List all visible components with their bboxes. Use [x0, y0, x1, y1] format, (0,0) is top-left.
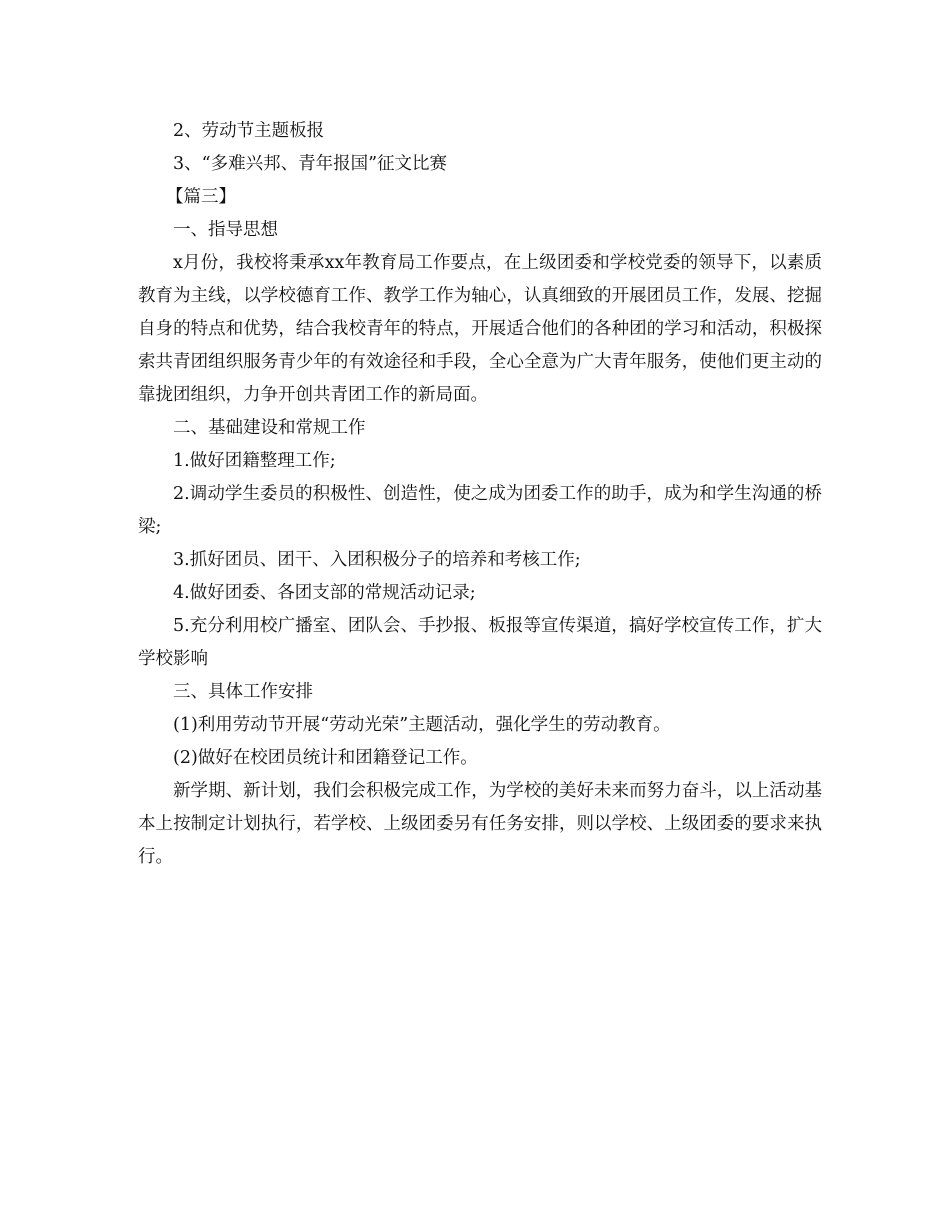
arrangement-item-1: (1)利用劳动节开展“劳动光荣”主题活动，强化学生的劳动教育。 — [173, 715, 671, 735]
list-item-2: 2.调动学生委员的积极性、创造性，使之成为团委工作的助手，成为和学生沟通的桥梁; — [138, 484, 822, 537]
heading-specific-arrangements: 三、具体工作安排 — [173, 682, 313, 702]
list-item-3: 3.抓好团员、团干、入团积极分子的培养和考核工作; — [173, 550, 581, 570]
list-item-4: 4.做好团委、各团支部的常规活动记录; — [173, 583, 476, 603]
arrangement-item-2: (2)做好在校团员统计和团籍登记工作。 — [173, 748, 478, 768]
section-heading-part-three: 【篇三】 — [166, 187, 236, 207]
list-item-5: 5.充分利用校广播室、团队会、手抄报、板报等宣传渠道，搞好学校宣传工作，扩大学校影响 — [138, 616, 822, 669]
document-body — [138, 115, 822, 874]
heading-basic-construction: 二、基础建设和常规工作 — [173, 418, 366, 438]
list-item-essay-contest: 3、“多难兴邦、青年报国”征文比赛 — [173, 154, 448, 174]
paragraph-conclusion: 新学期、新计划，我们会积极完成工作，为学校的美好未来而努力奋斗，以上活动基本上按制定计划执行，若学校、上级团委另有任务安排，则以学校、上级团委的要求来执行。 — [138, 781, 822, 867]
list-item-blackboard: 2、劳动节主题板报 — [173, 121, 325, 141]
heading-guiding-ideology: 一、指导思想 — [173, 220, 278, 240]
paragraph-guiding-ideology: x月份，我校将秉承xx年教育局工作要点，在上级团委和学校党委的领导下，以素质教育为主线，以学校德育工作、教学工作为轴心，认真细致的开展团员工作，发展、挖掘自身的特点和优势，结合我校青年的特点，开展适合他们的各种团的学习和活动，积极探索共青团组织服务青少年的有效途径和手段，全心全意为广大青年服务，使他们更主动的靠拢团组织，力争开创共青团工作的新局面。 — [138, 253, 822, 405]
list-item-1: 1.做好团籍整理工作; — [173, 451, 336, 471]
